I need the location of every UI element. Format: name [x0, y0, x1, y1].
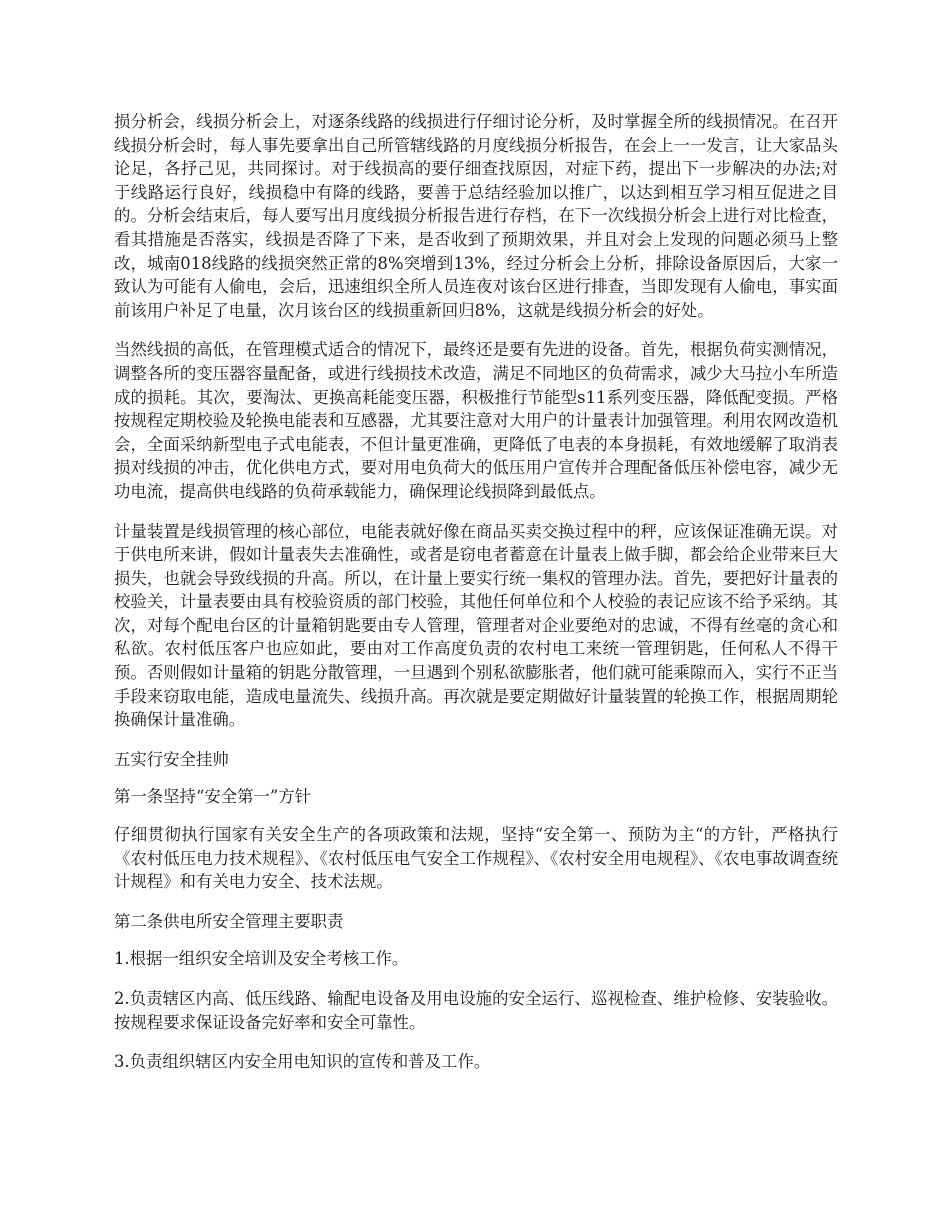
article-heading-2: 第二条供电所安全管理主要职责 [114, 911, 344, 931]
paragraph-safety-policy: 仔细贯彻执行国家有关安全生产的各项政策和法规，坚持“安全第一、预防为主“的方针，严格执行《农村低压电力技术规程》、《农村低压电气安全工作规程》、《农村安全用电规程》、《农电事故调查统计规程》和有关电力安全、技术法规。 [114, 825, 838, 892]
list-item: 3.负责组织辖区内安全用电知识的宣传和普及工作。 [114, 1052, 491, 1072]
document-body [114, 110, 838, 1090]
paragraph-equipment: 当然线损的高低，在管理模式适合的情况下，最终还是要有先进的设备。首先，根据负荷实测情况，调整各所的变压器容量配备，或进行线损技术改造，满足不同地区的负荷需求，减少大马拉小车所造成的损耗。其次，要淘汰、更换高耗能变压器，积极推行节能型s11系列变压器，降低配变损。严格按规程定期校验及轮换电能表和互感器，尤其要注意对大用户的计量表计加强管理。利用农网改造机会，全面采纳新型电子式电能表，不但计量更准确，更降低了电表的本身损耗，有效地缓解了取消表损对线损的冲击，优化供电方式，要对用电负荷大的低压用户宣传并合理配备低压补偿电容，减少无功电流，提高供电线路的负荷承载能力，确保理论线损降到最低点。 [114, 340, 838, 501]
section-heading: 五实行安全挂帅 [114, 749, 229, 769]
paragraph-metering: 计量装置是线损管理的核心部位，电能表就好像在商品买卖交换过程中的秤，应该保证准确无误。对于供电所来讲，假如计量表失去准确性，或者是窃电者蓄意在计量表上做手脚，都会给企业带来巨大损失，也就会导致线损的升高。所以，在计量上要实行统一集权的管理办法。首先，要把好计量表的校验关，计量表要由具有校验资质的部门校验，其他任何单位和个人校验的表记应该不给予采纳。其次，对每个配电台区的计量箱钥匙要由专人管理，管理者对企业要绝对的忠诚，不得有丝毫的贪心和私欲。农村低压客户也应如此，要由对工作高度负责的农村电工来统一管理钥匙，任何私人不得干预。否则假如计量箱的钥匙分散管理，一旦遇到个别私欲膨胀者，他们就可能乘隙而入，实行不正当手段来窃取电能，造成电量流失、线损升高。再次就是要定期做好计量装置的轮换工作，根据周期轮换确保计量准确。 [114, 521, 838, 730]
list-item: 1.根据一组织安全培训及安全考核工作。 [114, 949, 409, 969]
article-heading-1: 第一条坚持“安全第一”方针 [114, 787, 312, 807]
paragraph-line-loss-analysis: 损分析会，线损分析会上，对逐条线路的线损进行仔细讨论分析，及时掌握全所的线损情况。在召开线损分析会时，每人事先要拿出自己所管辖线路的月度线损分析报告，在会上一一发言，让大家品头论足，各抒己见，共同探讨。对于线损高的要仔细查找原因，对症下药，提出下一步解决的办法;对于线路运行良好，线损稳中有降的线路，要善于总结经验加以推广，以达到相互学习相互促进之目的。分析会结束后，每人要写出月度线损分析报告进行存档，在下一次线损分析会上进行对比检查，看其措施是否落实，线损是否降了下来，是否收到了预期效果，并且对会上发现的问题必须马上整改，城南018线路的线损突然正常的8%突增到13%，经过分析会上分析，排除设备原因后，大家一致认为可能有人偷电，会后，迅速组织全所人员连夜对该台区进行排查，当即发现有人偷电，事实面前该用户补足了电量，次月该台区的线损重新回归8%，这就是线损分析会的好处。 [114, 112, 838, 320]
list-item: 2.负责辖区内高、低压线路、输配电设备及用电设施的安全运行、巡视检查、维护检修、安装验收。按规程要求保证设备完好率和安全可靠性。 [114, 989, 838, 1032]
